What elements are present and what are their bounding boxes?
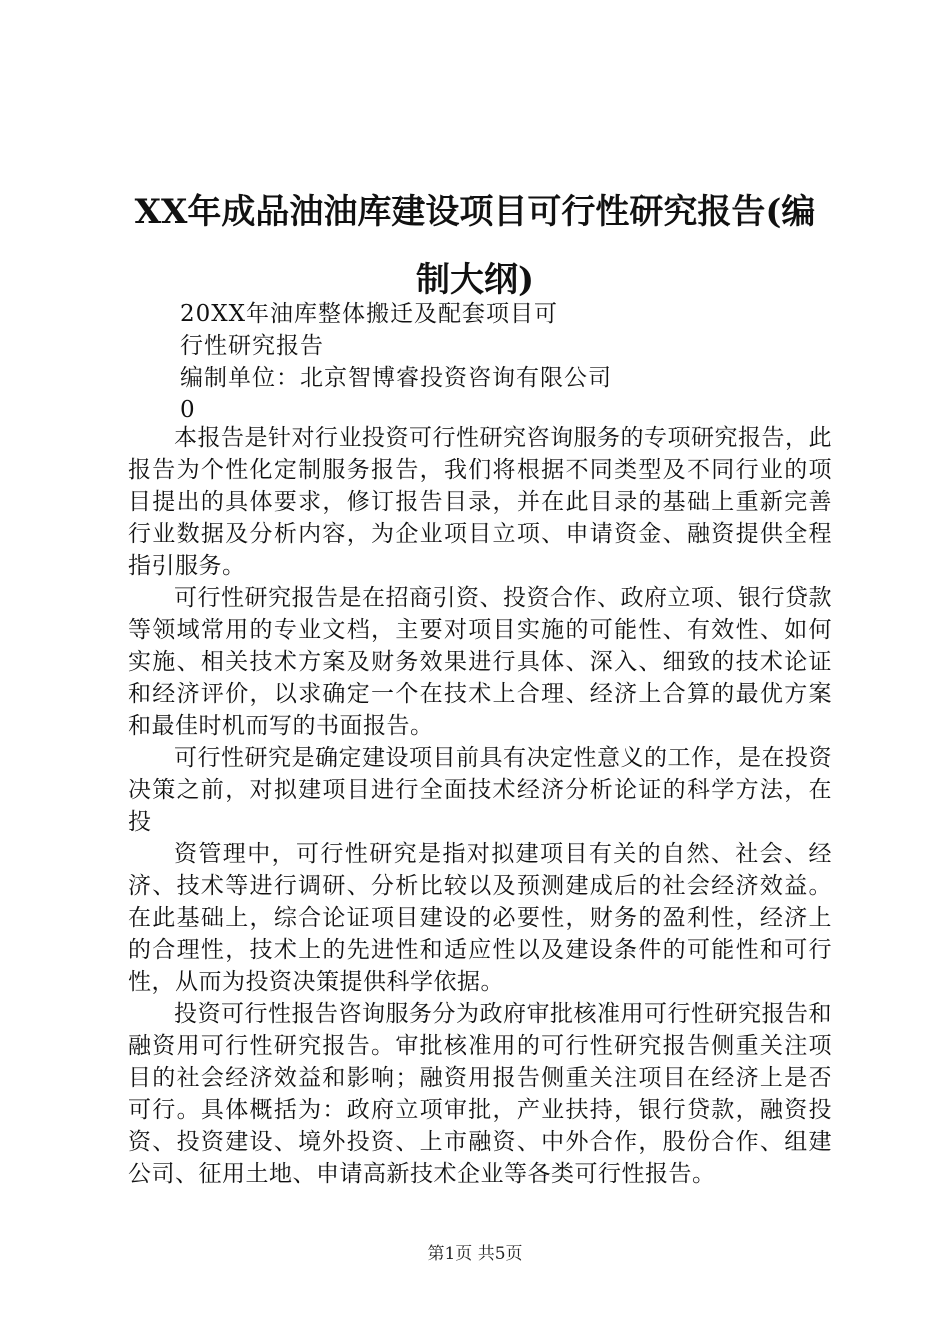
body-paragraph-2: 可行性研究报告是在招商引资、投资合作、政府立项、银行贷款等领域常用的专业文档，主要对项目实施的可能性、有效性、如何实施、相关技术方案及财务效果进行具体、深入、细致的技术论证和经济评价，以求确定一个在技术上合理、经济上合算的最优方案和最佳时机而写的书面报告。	[128, 585, 832, 739]
body-paragraph-1: 本报告是针对行业投资可行性研究咨询服务的专项研究报告，此报告为个性化定制服务报告，我们将根据不同类型及不同行业的项目提出的具体要求，修订报告目录，并在此目录的基础上重新完善行业数据及分析内容，为企业项目立项、申请资金、融资提供全程指引服务。	[128, 425, 832, 579]
title-line-1: XX年成品油油库建设项目可行性研究报告(编	[134, 192, 816, 232]
title-line-2: 制大纲)	[415, 260, 535, 300]
meta-line-4: 0	[180, 397, 196, 423]
body-paragraph-5: 投资可行性报告咨询服务分为政府审批核准用可行性研究报告和融资用可行性研究报告。审批核准用的可行性研究报告侧重关注项目的社会经济效益和影响；融资用报告侧重关注项目在经济上是否可行。具体概括为：政府立项审批，产业扶持，银行贷款，融资投资、投资建设、境外投资、上市融资、中外合作，股份合作、组建公司、征用土地、申请高新技术企业等各类可行性报告。	[128, 1001, 832, 1187]
meta-line-3: 编制单位：北京智博睿投资咨询有限公司	[180, 365, 612, 391]
body-paragraph-3: 可行性研究是确定建设项目前具有决定性意义的工作，是在投资决策之前，对拟建项目进行全面技术经济分析论证的科学方法，在投	[128, 745, 832, 835]
document-body	[128, 422, 832, 1190]
page-footer: 第1页 共5页	[427, 1244, 523, 1264]
document-meta	[180, 298, 612, 426]
meta-line-1: 20XX年油库整体搬迁及配套项目可	[180, 301, 559, 327]
body-paragraph-4: 资管理中，可行性研究是指对拟建项目有关的自然、社会、经济、技术等进行调研、分析比较以及预测建成后的社会经济效益。在此基础上，综合论证项目建设的必要性，财务的盈利性，经济上的合理性，技术上的先进性和适应性以及建设条件的可能性和可行性，从而为投资决策提供科学依据。	[128, 841, 832, 995]
document-title	[115, 178, 835, 314]
meta-line-2: 行性研究报告	[180, 333, 324, 359]
